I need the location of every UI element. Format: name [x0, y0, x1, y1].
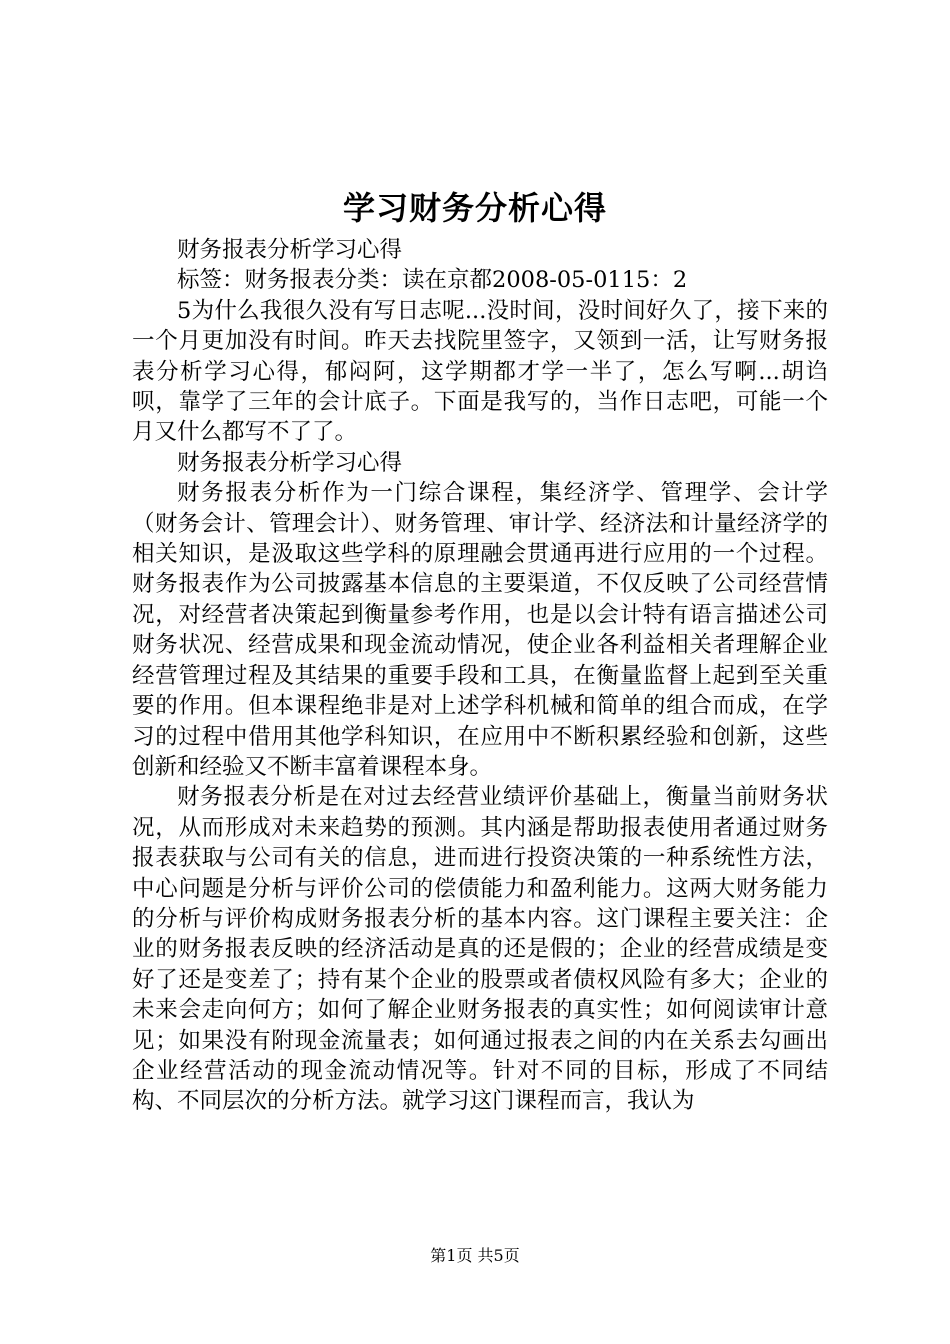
paragraph-body-2: 财务报表分析是在对过去经营业绩评价基础上，衡量当前财务状况，从而形成对未来趋势的预测。其内涵是帮助报表使用者通过财务报表获取与公司有关的信息，进而进行投资决策的一种系统性方法，中心问题是分析与评价公司的偿债能力和盈利能力。这两大财务能力的分析与评价构成财务报表分析的基本内容。这门课程主要关注：企业的财务报表反映的经济活动是真的还是假的；企业的经营成绩是变好了还是变差了；持有某个企业的股票或者债权风险有多大；企业的未来会走向何方；如何了解企业财务报表的真实性；如何阅读审计意见；如果没有附现金流量表；如何通过报表之间的内在关系去勾画出企业经营活动的现金流动情况等。针对不同的目标，形成了不同结构、不同层次的分析方法。就学习这门课程而言，我认为	[132, 784, 828, 1115]
document-title: 学习财务分析心得	[342, 189, 607, 227]
paragraph-body-1: 财务报表分析作为一门综合课程，集经济学、管理学、会计学（财务会计、管理会计）、财务管理、审计学、经济法和计量经济学的相关知识，是汲取这些学科的原理融会贯通再进行应用的一个过程。财务报表作为公司披露基本信息的主要渠道，不仅反映了公司经营情况，对经营者决策起到衡量参考作用，也是以会计特有语言描述公司财务状况、经营成果和现金流动情况，使企业各利益相关者理解企业经营管理过程及其结果的重要手段和工具，在衡量监督上起到至关重要的作用。但本课程绝非是对上述学科机械和简单的组合而成，在学习的过程中借用其他学科知识，在应用中不断积累经验和创新，这些创新和经验又不断丰富着课程本身。	[132, 480, 828, 780]
page-footer: 第1页 共5页	[430, 1246, 520, 1265]
paragraph-intro: 5为什么我很久没有写日志呢...没时间，没时间好久了，接下来的一个月更加没有时间。昨天去找院里签字，又领到一活，让写财务报表分析学习心得，郁闷阿，这学期都才学一半了，怎么写啊...胡诌呗，靠学了三年的会计底子。下面是我写的，当作日志吧，可能一个月又什么都写不了了。	[132, 297, 828, 446]
paragraph-heading: 财务报表分析学习心得	[177, 449, 403, 476]
document-body	[132, 235, 828, 1117]
paragraph-tags: 标签：财务报表分类：读在京都2008-05-0115：2	[177, 267, 688, 294]
paragraph-subtitle: 财务报表分析学习心得	[177, 237, 403, 263]
